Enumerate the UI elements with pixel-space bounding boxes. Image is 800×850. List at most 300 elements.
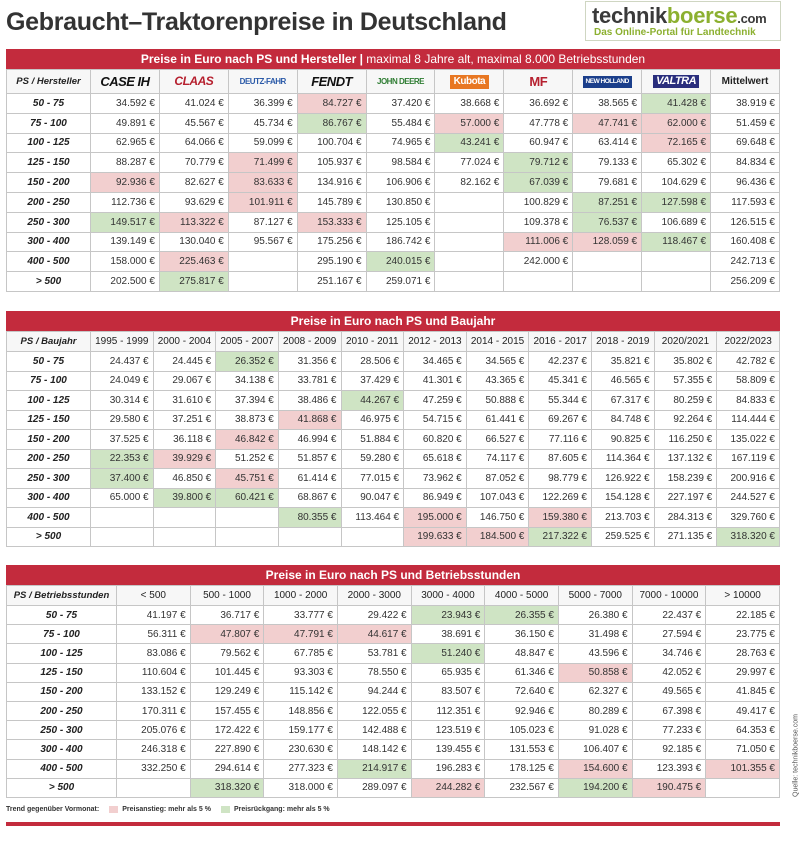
price-cell: 205.076 €: [117, 721, 191, 740]
price-cell-rising: 84.727 €: [297, 94, 366, 114]
price-cell: [435, 252, 504, 272]
table-header-row: [7, 586, 780, 606]
price-cell-rising: 159.380 €: [529, 508, 592, 528]
price-cell: 134.916 €: [297, 173, 366, 193]
price-cell-falling: 22.353 €: [91, 449, 154, 469]
price-cell: 82.627 €: [159, 173, 228, 193]
price-cell: 35.821 €: [592, 352, 655, 372]
price-cell: 65.000 €: [91, 488, 154, 508]
price-cell: 130.040 €: [159, 232, 228, 252]
price-cell: 63.414 €: [573, 133, 642, 153]
price-cell-falling: 37.400 €: [91, 469, 154, 489]
price-cell: 82.162 €: [435, 173, 504, 193]
price-cell: 31.498 €: [558, 625, 632, 644]
price-cell-falling: 86.767 €: [297, 113, 366, 133]
price-cell-rising: 128.059 €: [573, 232, 642, 252]
row-label: 300 - 400: [7, 740, 117, 759]
price-cell: 294.614 €: [190, 759, 264, 778]
table-row: [7, 701, 780, 720]
price-cell: 329.760 €: [717, 508, 780, 528]
price-cell: [642, 272, 711, 292]
price-cell: 92.264 €: [654, 410, 717, 430]
row-label: 400 - 500: [7, 252, 91, 272]
column-header: 3000 - 4000: [411, 586, 485, 606]
column-header: 2018 - 2019: [592, 332, 655, 352]
price-cell-falling: 51.240 €: [411, 644, 485, 663]
table-betriebsstunden-title: Preise in Euro nach PS und Betriebsstunden: [6, 565, 780, 585]
price-cell: 114.364 €: [592, 449, 655, 469]
price-cell: 61.441 €: [466, 410, 529, 430]
row-label: > 500: [7, 527, 91, 547]
brand-deutz-fahr-logo: [228, 70, 297, 94]
price-cell: 122.269 €: [529, 488, 592, 508]
table-baujahr-body: [7, 352, 780, 547]
price-cell: 117.593 €: [711, 192, 780, 212]
price-cell: 47.259 €: [404, 391, 467, 411]
price-cell: 34.465 €: [404, 352, 467, 372]
price-cell-falling: 67.039 €: [504, 173, 573, 193]
table-row: [7, 153, 780, 173]
price-cell-rising: 46.842 €: [216, 430, 279, 450]
table-header-row: [7, 332, 780, 352]
logo-wordmark: [592, 3, 766, 29]
price-cell: 38.873 €: [216, 410, 279, 430]
table-row: [7, 113, 780, 133]
price-cell: 33.777 €: [264, 606, 338, 625]
row-label: 200 - 250: [7, 701, 117, 720]
brand-label: Kubota: [450, 75, 489, 89]
mean-header: Mittelwert: [711, 70, 780, 94]
price-cell-rising: 153.333 €: [297, 212, 366, 232]
table-row: [7, 759, 780, 778]
brand-label: CASE IH: [100, 73, 150, 89]
price-cell: [91, 508, 154, 528]
column-header: 2022/2023: [717, 332, 780, 352]
price-cell: 55.344 €: [529, 391, 592, 411]
price-cell: 41.024 €: [159, 94, 228, 114]
row-label: 300 - 400: [7, 488, 91, 508]
price-cell: 106.906 €: [366, 173, 435, 193]
price-cell: 202.500 €: [91, 272, 160, 292]
price-cell-rising: 154.600 €: [558, 759, 632, 778]
price-cell: 232.567 €: [485, 778, 559, 797]
price-cell-rising: 244.282 €: [411, 778, 485, 797]
price-cell: [91, 527, 154, 547]
price-cell: [216, 508, 279, 528]
price-cell: 227.890 €: [190, 740, 264, 759]
price-cell: 68.867 €: [278, 488, 341, 508]
price-cell-falling: 26.352 €: [216, 352, 279, 372]
table-row: [7, 272, 780, 292]
price-cell: [341, 527, 404, 547]
price-cell: 148.142 €: [337, 740, 411, 759]
price-cell-rising: 195.000 €: [404, 508, 467, 528]
price-cell-rising: 57.000 €: [435, 113, 504, 133]
price-cell: 79.681 €: [573, 173, 642, 193]
table-row: [7, 94, 780, 114]
price-cell: 95.567 €: [228, 232, 297, 252]
price-cell: 36.150 €: [485, 625, 559, 644]
price-cell: 22.437 €: [632, 606, 706, 625]
price-cell-rising: 47.791 €: [264, 625, 338, 644]
price-cell-rising: 92.936 €: [91, 173, 160, 193]
price-cell: 43.365 €: [466, 371, 529, 391]
price-cell: 45.567 €: [159, 113, 228, 133]
price-cell: 60.947 €: [504, 133, 573, 153]
price-cell: 71.050 €: [706, 740, 780, 759]
price-cell: 289.097 €: [337, 778, 411, 797]
column-header: 2010 - 2011: [341, 332, 404, 352]
price-cell-rising: 83.633 €: [228, 173, 297, 193]
price-cell: 37.251 €: [153, 410, 216, 430]
column-header: 5000 - 7000: [558, 586, 632, 606]
price-cell-falling: 41.428 €: [642, 94, 711, 114]
price-cell: 90.047 €: [341, 488, 404, 508]
table-hersteller-title-bold: Preise in Euro nach PS und Hersteller |: [140, 52, 363, 66]
price-cell-falling: 79.712 €: [504, 153, 573, 173]
table-hersteller-title-normal: maximal 8 Jahre alt, maximal 8.000 Betriebsstunden: [362, 52, 646, 66]
column-header: 2000 - 3000: [337, 586, 411, 606]
brand-new-holland-logo: [573, 70, 642, 94]
source-text: Quelle: technikboerse.com: [792, 714, 800, 797]
brand-label: CLAAS: [174, 74, 214, 88]
price-cell: 259.071 €: [366, 272, 435, 292]
price-cell: 51.252 €: [216, 449, 279, 469]
price-cell: 29.997 €: [706, 663, 780, 682]
price-cell: 65.302 €: [642, 153, 711, 173]
table-row: [7, 371, 780, 391]
column-header: 2020/2021: [654, 332, 717, 352]
price-cell-falling: 318.320 €: [717, 527, 780, 547]
column-header: < 500: [117, 586, 191, 606]
price-cell: 49.417 €: [706, 701, 780, 720]
price-cell: 60.820 €: [404, 430, 467, 450]
price-cell: 46.994 €: [278, 430, 341, 450]
price-cell: 56.311 €: [117, 625, 191, 644]
table-row: [7, 606, 780, 625]
price-cell: 41.845 €: [706, 682, 780, 701]
corner-cell: PS / Hersteller: [7, 70, 91, 94]
price-cell: 37.525 €: [91, 430, 154, 450]
footer-bar: [6, 822, 780, 826]
price-cell: [573, 272, 642, 292]
price-cell-rising: 111.006 €: [504, 232, 573, 252]
column-header: 2000 - 2004: [153, 332, 216, 352]
price-cell: 86.949 €: [404, 488, 467, 508]
price-cell: 123.393 €: [632, 759, 706, 778]
price-cell: 77.233 €: [632, 721, 706, 740]
price-cell: 158.239 €: [654, 469, 717, 489]
price-cell: 246.318 €: [117, 740, 191, 759]
price-cell: 49.891 €: [91, 113, 160, 133]
price-cell: 37.394 €: [216, 391, 279, 411]
price-cell: 51.459 €: [711, 113, 780, 133]
price-cell: 84.834 €: [711, 153, 780, 173]
price-cell-falling: 80.355 €: [278, 508, 341, 528]
price-cell: [228, 272, 297, 292]
price-cell: 104.629 €: [642, 173, 711, 193]
price-cell-falling: 60.421 €: [216, 488, 279, 508]
price-cell: 244.527 €: [717, 488, 780, 508]
price-cell-rising: 225.463 €: [159, 252, 228, 272]
brand-fendt-logo: [297, 70, 366, 94]
table-row: [7, 192, 780, 212]
row-label: 200 - 250: [7, 449, 91, 469]
price-cell: 112.736 €: [91, 192, 160, 212]
price-cell: [216, 527, 279, 547]
brand-label: VALTRA: [653, 75, 699, 88]
table-row: [7, 352, 780, 372]
brand-kubota-logo: [435, 70, 504, 94]
price-cell: 66.527 €: [466, 430, 529, 450]
brand-massey-ferguson-logo: [504, 70, 573, 94]
price-cell: 29.422 €: [337, 606, 411, 625]
price-cell-falling: 43.241 €: [435, 133, 504, 153]
price-cell: 135.022 €: [717, 430, 780, 450]
table-baujahr-title: Preise in Euro nach PS und Baujahr: [6, 311, 780, 331]
table-row: [7, 391, 780, 411]
price-cell: 91.028 €: [558, 721, 632, 740]
price-cell: 79.562 €: [190, 644, 264, 663]
price-cell: 84.748 €: [592, 410, 655, 430]
price-cell: 64.353 €: [706, 721, 780, 740]
table-row: [7, 173, 780, 193]
legend-up-text: Preisanstieg: mehr als 5 %: [122, 806, 211, 813]
brand-label: NEW HOLLAND: [583, 76, 632, 89]
table-betriebsstunden-panel: [6, 565, 780, 798]
price-cell: 35.802 €: [654, 352, 717, 372]
price-cell: 115.142 €: [264, 682, 338, 701]
price-cell: [228, 252, 297, 272]
price-cell: 61.414 €: [278, 469, 341, 489]
price-cell: 80.259 €: [654, 391, 717, 411]
price-cell: [435, 272, 504, 292]
price-cell: 123.519 €: [411, 721, 485, 740]
legend: [6, 806, 330, 813]
price-cell-rising: 184.500 €: [466, 527, 529, 547]
price-cell: 167.119 €: [717, 449, 780, 469]
price-cell: 34.565 €: [466, 352, 529, 372]
brand-valtra-logo: [642, 70, 711, 94]
table-row: [7, 410, 780, 430]
price-cell: 109.378 €: [504, 212, 573, 232]
price-cell: 77.116 €: [529, 430, 592, 450]
price-cell: [435, 212, 504, 232]
price-cell: 28.763 €: [706, 644, 780, 663]
row-label: 125 - 150: [7, 410, 91, 430]
price-cell: 37.420 €: [366, 94, 435, 114]
price-cell: 34.138 €: [216, 371, 279, 391]
price-cell: 251.167 €: [297, 272, 366, 292]
price-cell: 74.117 €: [466, 449, 529, 469]
price-cell: 158.000 €: [91, 252, 160, 272]
row-label: 75 - 100: [7, 113, 91, 133]
price-cell: 178.125 €: [485, 759, 559, 778]
price-cell-rising: 62.000 €: [642, 113, 711, 133]
row-label: 250 - 300: [7, 721, 117, 740]
price-cell-falling: 217.322 €: [529, 527, 592, 547]
brand-label: JOHN DEERE: [377, 77, 425, 86]
price-cell: 36.399 €: [228, 94, 297, 114]
table-row: [7, 252, 780, 272]
price-cell: 34.592 €: [91, 94, 160, 114]
column-header: 1995 - 1999: [91, 332, 154, 352]
price-cell: 51.884 €: [341, 430, 404, 450]
price-cell: 62.327 €: [558, 682, 632, 701]
price-cell: 230.630 €: [264, 740, 338, 759]
row-label: 75 - 100: [7, 625, 117, 644]
price-cell: 142.488 €: [337, 721, 411, 740]
price-cell: 33.781 €: [278, 371, 341, 391]
price-cell: 77.024 €: [435, 153, 504, 173]
price-cell: 186.742 €: [366, 232, 435, 252]
price-cell: 43.596 €: [558, 644, 632, 663]
price-cell-falling: 26.355 €: [485, 606, 559, 625]
price-cell: 57.355 €: [654, 371, 717, 391]
table-baujahr: [6, 331, 780, 547]
price-cell: 295.190 €: [297, 252, 366, 272]
price-cell: 200.916 €: [717, 469, 780, 489]
column-header: 2014 - 2015: [466, 332, 529, 352]
price-cell: 61.346 €: [485, 663, 559, 682]
price-cell-falling: 127.598 €: [642, 192, 711, 212]
price-cell: 29.580 €: [91, 410, 154, 430]
table-row: [7, 430, 780, 450]
price-cell: [435, 192, 504, 212]
logo-part-com: .com: [737, 11, 767, 26]
price-cell: 24.437 €: [91, 352, 154, 372]
price-cell: 34.746 €: [632, 644, 706, 663]
row-label: 100 - 125: [7, 133, 91, 153]
price-cell: 126.515 €: [711, 212, 780, 232]
price-cell: 70.779 €: [159, 153, 228, 173]
price-cell: 145.789 €: [297, 192, 366, 212]
row-label: 400 - 500: [7, 759, 117, 778]
price-cell: 45.341 €: [529, 371, 592, 391]
price-cell: 116.250 €: [654, 430, 717, 450]
price-cell: 271.135 €: [654, 527, 717, 547]
price-cell: 110.604 €: [117, 663, 191, 682]
price-cell-falling: 240.015 €: [366, 252, 435, 272]
price-cell: 92.946 €: [485, 701, 559, 720]
table-row: [7, 663, 780, 682]
table-betriebsstunden-body: [7, 606, 780, 798]
row-label: 300 - 400: [7, 232, 91, 252]
price-cell: 38.919 €: [711, 94, 780, 114]
price-cell: 94.244 €: [337, 682, 411, 701]
brand-label: FENDT: [311, 73, 353, 89]
table-row: [7, 133, 780, 153]
price-cell-rising: 41.868 €: [278, 410, 341, 430]
price-cell: 59.099 €: [228, 133, 297, 153]
price-cell: 62.965 €: [91, 133, 160, 153]
table-row: [7, 488, 780, 508]
price-cell: 58.809 €: [717, 371, 780, 391]
brand-john-deere-logo: [366, 70, 435, 94]
price-cell: 42.782 €: [717, 352, 780, 372]
price-cell: 93.629 €: [159, 192, 228, 212]
price-cell-rising: 47.807 €: [190, 625, 264, 644]
row-label: 250 - 300: [7, 469, 91, 489]
price-cell-rising: 44.617 €: [337, 625, 411, 644]
price-cell: 114.444 €: [717, 410, 780, 430]
table-hersteller: [6, 69, 780, 292]
price-cell: 65.935 €: [411, 663, 485, 682]
price-cell: 67.398 €: [632, 701, 706, 720]
row-label: > 500: [7, 272, 91, 292]
price-cell: 88.287 €: [91, 153, 160, 173]
price-cell-falling: 44.267 €: [341, 391, 404, 411]
price-cell: 30.314 €: [91, 391, 154, 411]
price-cell: 77.015 €: [341, 469, 404, 489]
price-cell: 146.750 €: [466, 508, 529, 528]
price-cell: 148.856 €: [264, 701, 338, 720]
price-cell: 42.052 €: [632, 663, 706, 682]
row-label: 200 - 250: [7, 192, 91, 212]
price-cell: 87.127 €: [228, 212, 297, 232]
price-cell-falling: 39.800 €: [153, 488, 216, 508]
price-cell: 22.185 €: [706, 606, 780, 625]
price-cell: 64.066 €: [159, 133, 228, 153]
price-cell: 38.486 €: [278, 391, 341, 411]
table-row: [7, 508, 780, 528]
table-row: [7, 721, 780, 740]
header: [0, 0, 800, 44]
price-cell: 54.715 €: [404, 410, 467, 430]
legend-up-swatch: [109, 806, 118, 813]
price-cell: 126.922 €: [592, 469, 655, 489]
price-cell: 318.000 €: [264, 778, 338, 797]
price-cell-rising: 199.633 €: [404, 527, 467, 547]
price-cell: 53.781 €: [337, 644, 411, 663]
table-baujahr-panel: [6, 311, 780, 547]
price-cell: 242.000 €: [504, 252, 573, 272]
brand-label: MF: [529, 73, 548, 89]
price-cell: 101.445 €: [190, 663, 264, 682]
table-row: [7, 527, 780, 547]
row-label: 150 - 200: [7, 682, 117, 701]
logo-tagline: Das Online-Portal für Landtechnik: [594, 27, 756, 38]
price-cell: 100.829 €: [504, 192, 573, 212]
price-cell: 96.436 €: [711, 173, 780, 193]
row-label: 50 - 75: [7, 352, 91, 372]
row-label: 50 - 75: [7, 606, 117, 625]
price-cell: [504, 272, 573, 292]
price-cell: [706, 778, 780, 797]
price-cell: 45.734 €: [228, 113, 297, 133]
table-header-row: [7, 70, 780, 94]
price-cell-rising: 39.929 €: [153, 449, 216, 469]
price-cell: 157.455 €: [190, 701, 264, 720]
price-cell: 42.237 €: [529, 352, 592, 372]
price-cell: 49.565 €: [632, 682, 706, 701]
table-betriebsstunden: [6, 585, 780, 798]
price-cell: 67.785 €: [264, 644, 338, 663]
price-cell: 83.086 €: [117, 644, 191, 663]
price-cell-falling: 87.251 €: [573, 192, 642, 212]
price-cell: 113.464 €: [341, 508, 404, 528]
row-label: 50 - 75: [7, 94, 91, 114]
row-label: 250 - 300: [7, 212, 91, 232]
price-cell: 172.422 €: [190, 721, 264, 740]
price-cell: 50.888 €: [466, 391, 529, 411]
price-cell: 78.550 €: [337, 663, 411, 682]
column-header: 4000 - 5000: [485, 586, 559, 606]
row-label: 100 - 125: [7, 644, 117, 663]
price-cell: 105.023 €: [485, 721, 559, 740]
price-cell: 129.249 €: [190, 682, 264, 701]
price-cell: [642, 252, 711, 272]
